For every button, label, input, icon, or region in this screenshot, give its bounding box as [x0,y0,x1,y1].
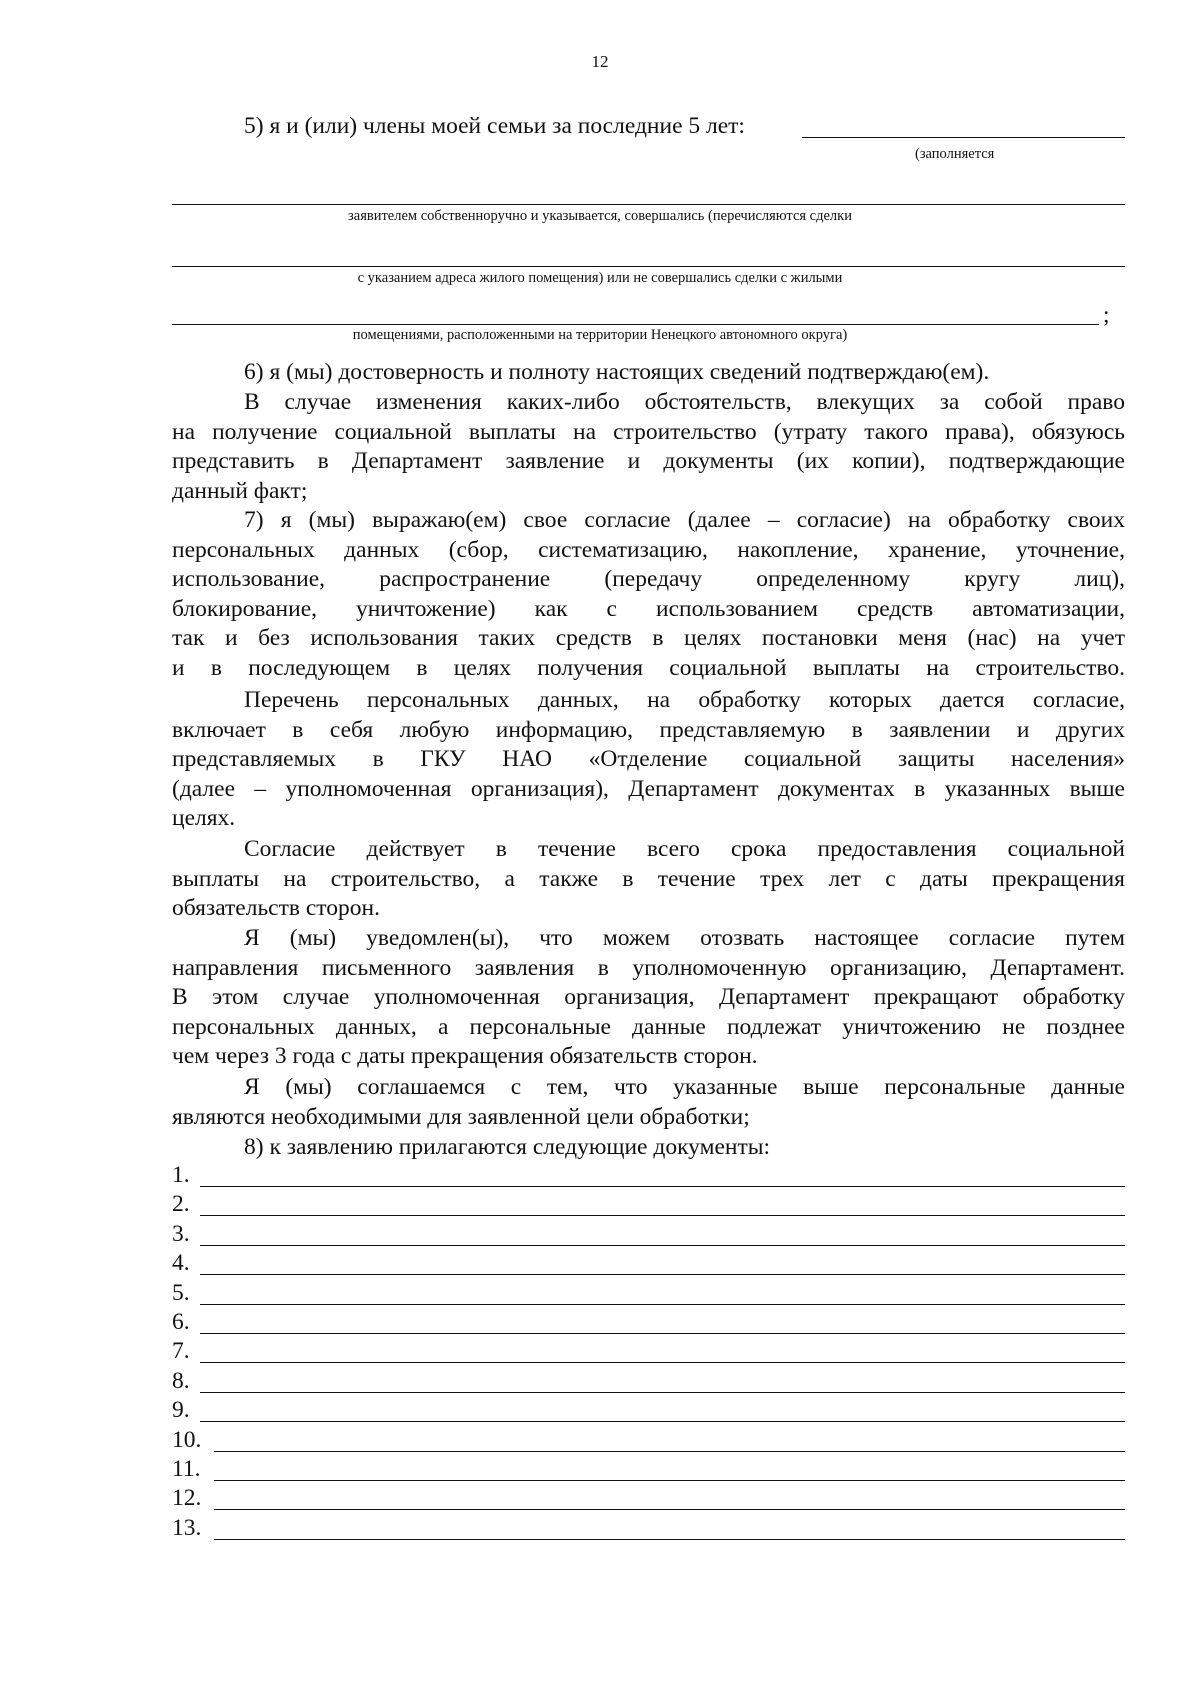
text-line: В этом случае уполномоченная организация, Департамент прекращают обработку [172,984,1125,1010]
consent-scope-paragraph [172,686,1125,834]
item5-semicolon: ; [1103,302,1110,328]
text-line: так и без использования таких средств в целях постановки меня (нас) на учет [172,625,1125,651]
text-line: 7) я (мы) выражаю(ем) свое согласие (далее – согласие) на обработку своих [244,507,1125,533]
text-line: представить в Департамент заявление и документы (их копии), подтверждающие [172,448,1125,474]
item5-caption-2: заявителем собственноручно и указывается, совершались (перечисляются сделки [348,208,852,224]
text-line: чем через 3 года с даты прекращения обязательств сторон. [172,1043,758,1069]
document-number: 10. [172,1426,202,1453]
document-fill-line[interactable] [214,1451,1125,1452]
text-line: персональных данных, а персональные данные подлежат уничтожению не позднее [172,1013,1125,1040]
page-number: 12 [591,52,609,71]
text-line: и в последующем в целях получения социальной выплаты на строительство. [172,654,1125,681]
text-line: данный факт; [172,477,308,504]
text-line: обязательств сторон. [172,895,380,921]
document-number: 4. [172,1250,190,1277]
text-line: Я (мы) соглашаемся с тем, что указанные выше персональные данные [244,1074,1125,1100]
consent-term-paragraph [172,835,1125,924]
document-fill-line[interactable] [214,1539,1125,1540]
item5-caption-3: с указанием адреса жилого помещения) или не совершались сделки с жилыми [357,270,843,286]
document-number: 5. [172,1279,190,1306]
document-fill-line[interactable] [200,1245,1125,1246]
document-fill-line[interactable] [214,1480,1125,1481]
document-fill-line[interactable] [200,1274,1125,1275]
text-line: выплаты на строительство, а также в течение трех лет с даты прекращения [172,865,1125,892]
text-line: представляемых в ГКУ НАО «Отделение социальной защиты населения» [172,746,1125,772]
document-number: 1. [172,1162,190,1188]
text-line: направления письменного заявления в уполномоченную организацию, Департамент. [172,954,1125,981]
item5-fill-line-3[interactable] [172,266,1125,267]
item5-caption-4: помещениями, расположенными на территории Ненецкого автономного округа) [352,327,848,343]
text-line: (далее – уполномоченная организация), Департамент документах в указанных выше [172,775,1125,802]
text-line: персональных данных (сбор, систематизацию, накопление, хранение, уточнение, [172,536,1125,563]
document-fill-line[interactable] [200,1333,1125,1334]
consent-agree-paragraph [172,1073,1125,1132]
document-number: 11. [172,1456,201,1482]
text-line: являются необходимыми для заявленной цели обработки; [172,1103,750,1130]
text-line: Я (мы) уведомлен(ы), что можем отозвать настоящее согласие путем [244,925,1125,951]
document-number: 6. [172,1309,190,1335]
text-line: целях. [172,805,236,831]
document-fill-line[interactable] [200,1362,1125,1363]
document-number: 8. [172,1367,190,1394]
consent-revoke-paragraph [172,924,1125,1072]
document-fill-line[interactable] [200,1215,1125,1216]
item5-fill-line-1[interactable] [802,137,1125,138]
document-fill-line[interactable] [200,1304,1125,1305]
text-line: включает в себя любую информацию, представляемую в заявлении и других [172,716,1125,743]
text-line: В случае изменения каких-либо обстоятельств, влекущих за собой право [244,389,1125,415]
document-number: 2. [172,1191,190,1218]
document-fill-line[interactable] [200,1186,1125,1187]
text-line: Согласие действует в течение всего срока предоставления социальной [244,836,1125,862]
item5-lead: 5) я и (или) члены моей семьи за последние 5 лет: [244,113,745,139]
item7-paragraph [172,506,1125,683]
text-line: блокирование, уничтожение) как с использованием средств автоматизации, [172,595,1125,622]
item8-lead: 8) к заявлению прилагаются следующие документы: [244,1134,771,1160]
item6-paragraph [172,388,1125,506]
document-fill-line[interactable] [214,1509,1125,1510]
document-number: 12. [172,1485,202,1512]
item5-fill-line-4[interactable] [172,324,1099,325]
item5-caption-1: (заполняется [915,146,995,162]
document-fill-line[interactable] [200,1392,1125,1393]
item6-lead: 6) я (мы) достоверность и полноту настоящих сведений подтверждаю(ем). [244,359,990,385]
text-line: использование, распространение (передачу определенному кругу лиц), [172,566,1125,592]
text-line: Перечень персональных данных, на обработку которых дается согласие, [244,687,1125,713]
document-number: 3. [172,1220,190,1247]
item5-fill-line-2[interactable] [172,204,1125,205]
document-number: 7. [172,1338,190,1365]
text-line: на получение социальной выплаты на строительство (утрату такого права), обязуюсь [172,418,1125,445]
document-number: 9. [172,1397,190,1424]
document-number: 13. [172,1514,202,1541]
document-fill-line[interactable] [200,1421,1125,1422]
